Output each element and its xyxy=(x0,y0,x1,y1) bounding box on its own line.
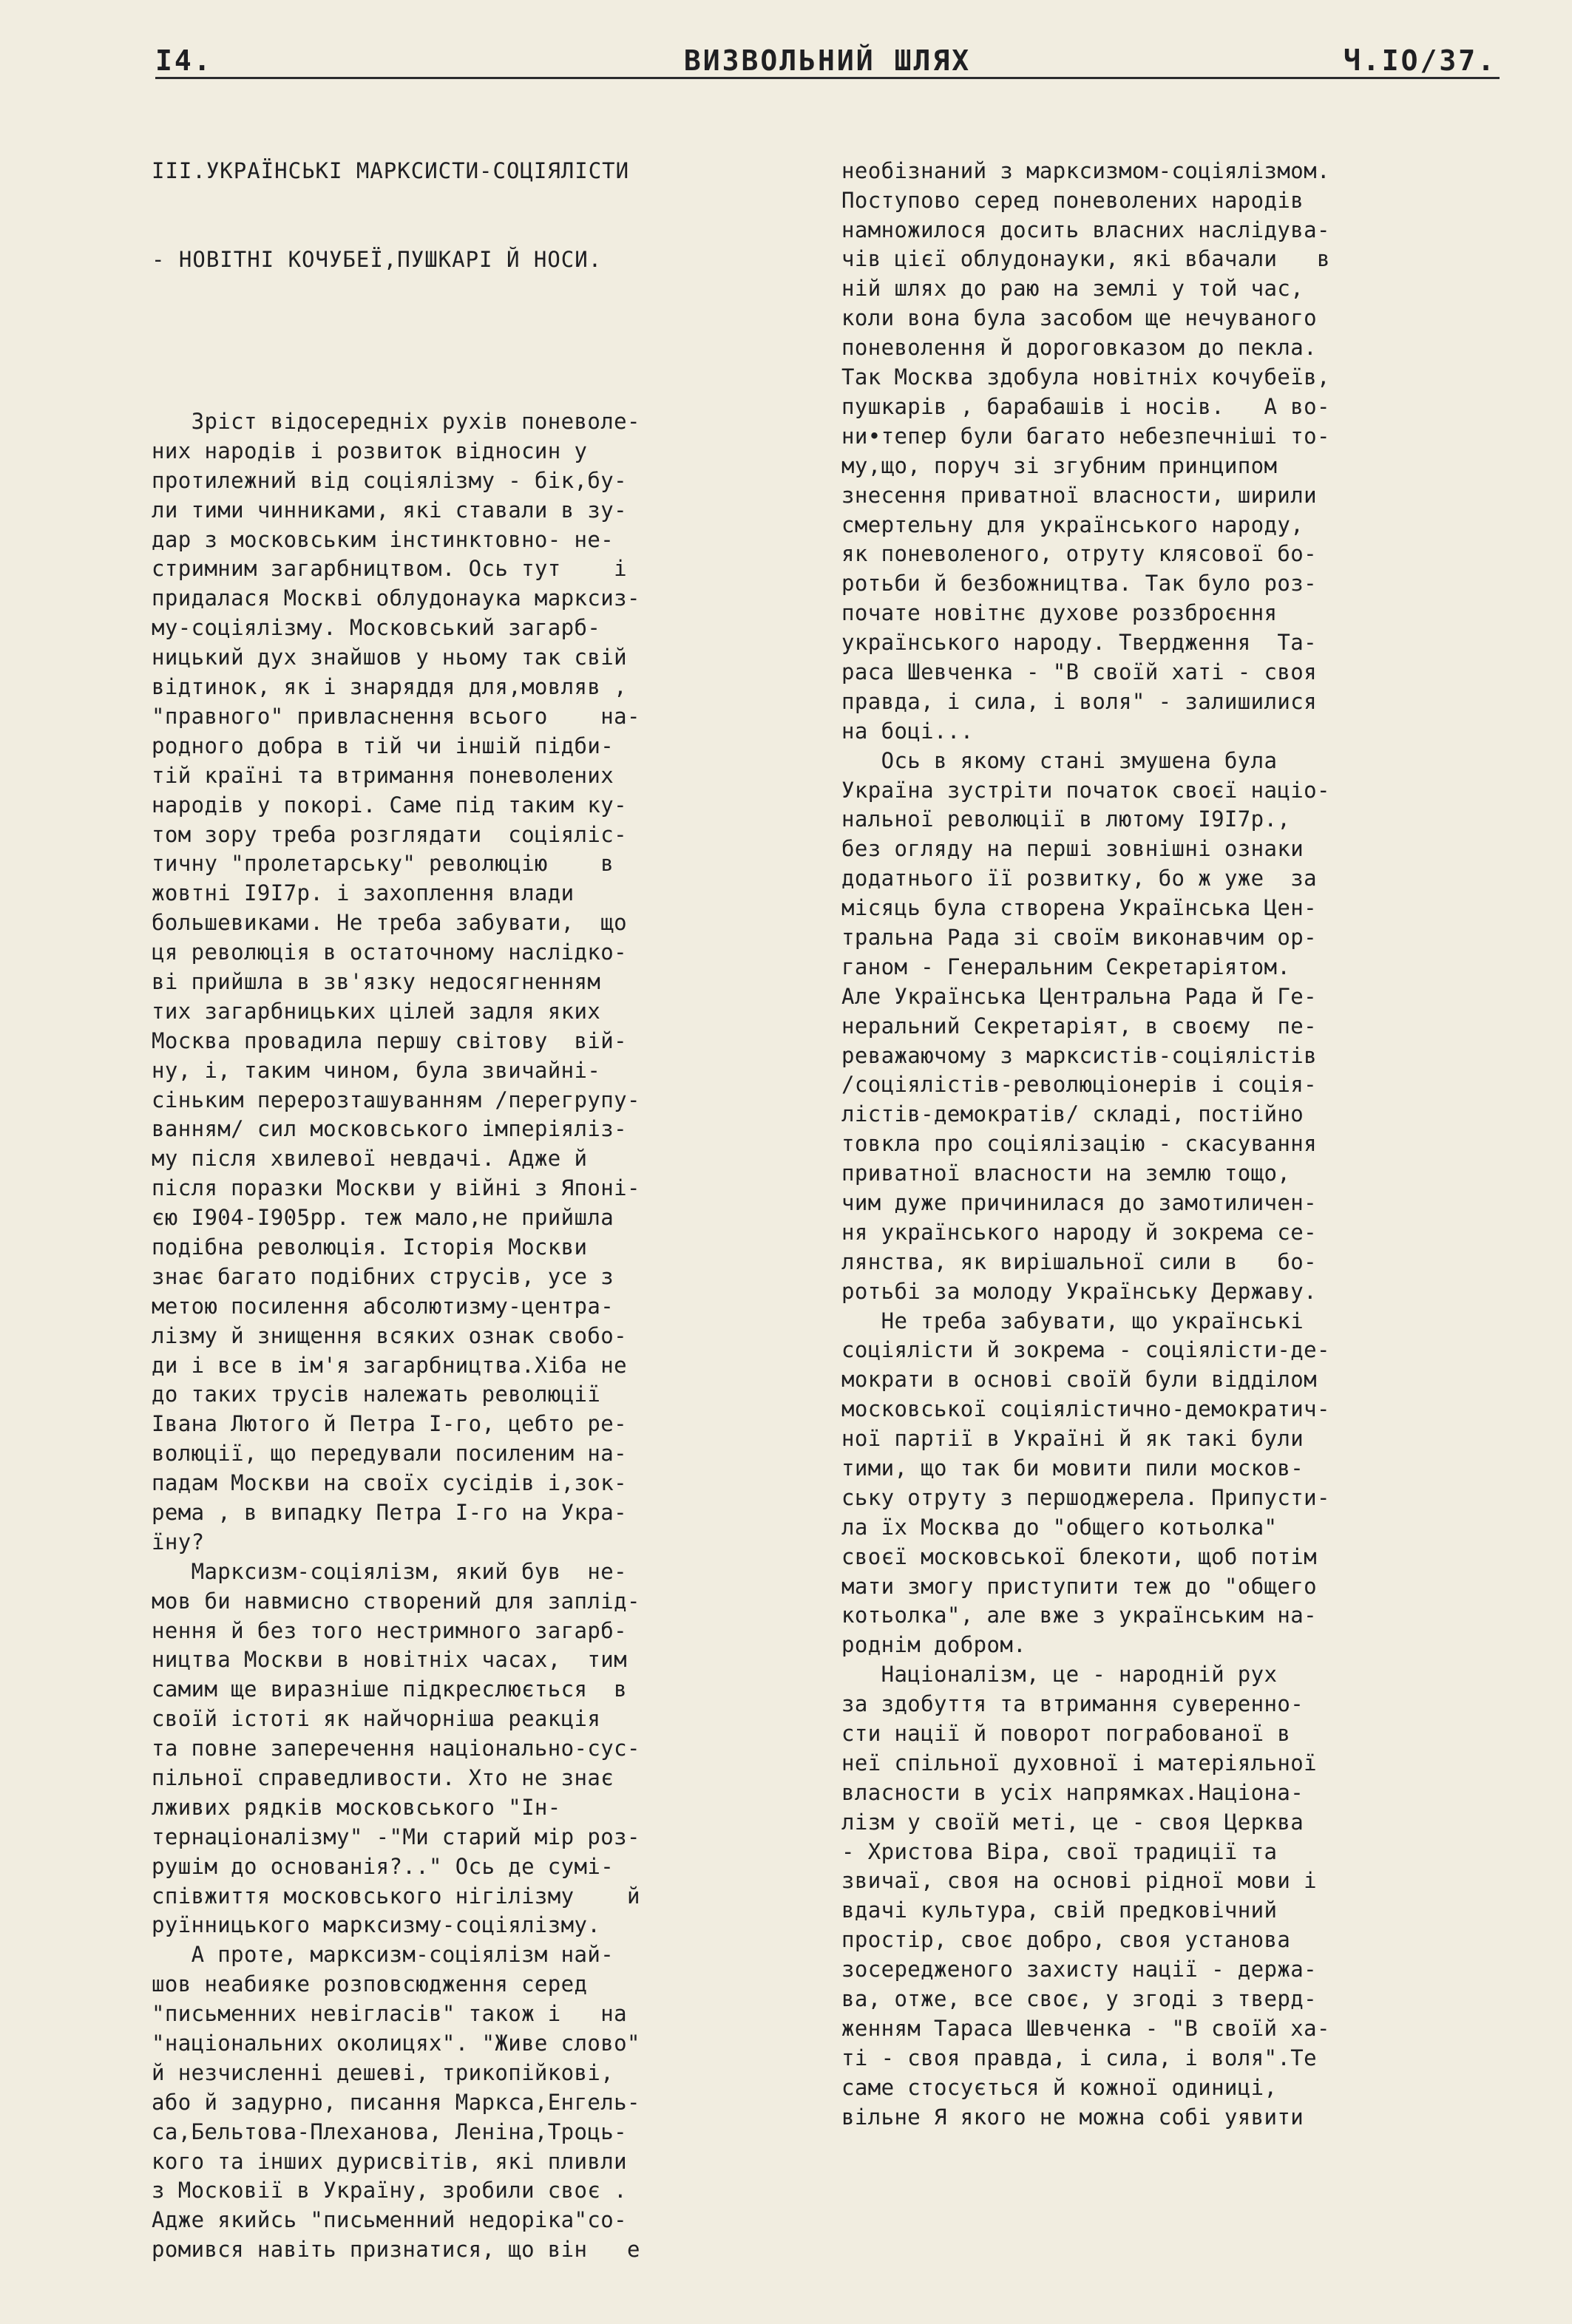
text-line: неральний Секретаріят, в своєму пе- xyxy=(841,1013,1317,1039)
text-line: му-соціялізму. Московський загарб- xyxy=(152,615,601,641)
text-line: нальної революції в лютому I9I7р., xyxy=(841,806,1291,832)
text-line: ної партії в Україні й як такі були xyxy=(841,1426,1304,1452)
text-line: й незчисленні дешеві, трикопійкові, xyxy=(152,2059,614,2085)
text-line: Ось в якому стані змушена була xyxy=(841,747,1278,773)
text-line: лізм у своїй меті, це - своя Церква xyxy=(841,1809,1304,1835)
page-number: I4. xyxy=(155,44,213,77)
text-line: Так Москва здобула новітніх кочубеїв, xyxy=(841,364,1330,390)
text-line: приватної власности на землю тощо, xyxy=(841,1161,1291,1186)
text-line: смертельну для українського народу, xyxy=(841,512,1304,537)
text-line: дар з московським інстинктовно- не- xyxy=(152,526,614,552)
text-line: з Московії в Україну, зробили своє . xyxy=(152,2178,627,2204)
text-line: руїнницького марксизму-соціялізму. xyxy=(152,1912,601,1938)
text-line: нення й без того нестримного загарб- xyxy=(152,1617,627,1643)
text-line: після поразки Москви у війні з Японі- xyxy=(152,1175,640,1201)
text-line: ва, отже, все своє, у згоді з тверд- xyxy=(841,1986,1317,2012)
text-line: ромився навіть признатися, що він е xyxy=(152,2237,640,2263)
text-line: ротьбі за молоду Українську Державу. xyxy=(841,1278,1317,1304)
text-line: чим дуже причинилася до замотиличен- xyxy=(841,1189,1317,1215)
text-line: до таких трусів належать революції xyxy=(152,1382,601,1407)
text-line: сти нації й поворот пограбованої в xyxy=(841,1721,1291,1747)
text-line: реважаючому з марксистів-соціялістів xyxy=(841,1042,1317,1068)
text-line: Націоналізм, це - народній рух xyxy=(841,1662,1278,1688)
text-line: котьолка", але вже з українським на- xyxy=(841,1603,1317,1628)
text-line: власности в усіх напрямках.Націона- xyxy=(841,1779,1304,1805)
issue-number: Ч.IO/37. xyxy=(1343,44,1497,77)
text-line: падам Москви на своїх сусідів і,зок- xyxy=(152,1470,627,1496)
text-line: на боці... xyxy=(841,718,974,744)
text-line: саме стосується й кожної одиниці, xyxy=(841,2074,1278,2100)
text-line: ську отруту з першоджерела. Припусти- xyxy=(841,1484,1330,1510)
text-line: неї спільної духовної і матеріяльної xyxy=(841,1750,1317,1776)
text-line: ротьби й безбожництва. Так було роз- xyxy=(841,571,1317,597)
text-line: роднім добром. xyxy=(841,1632,1027,1658)
text-line: та повне заперечення національно-сус- xyxy=(152,1736,640,1761)
text-line: придалася Москві облудонаука марксиз- xyxy=(152,585,640,611)
text-line: народів у покорі. Саме під таким ку- xyxy=(152,792,627,818)
text-line: московської соціялістично-демократич- xyxy=(841,1396,1330,1422)
text-line: ня українського народу й зокрема се- xyxy=(841,1219,1317,1245)
text-line: ця революція в остаточному наслідко- xyxy=(152,940,627,965)
text-line: тральна Рада зі своїм виконавчим ор- xyxy=(841,924,1317,950)
text-line: женням Тараса Шевченка - "В своїй ха- xyxy=(841,2015,1330,2041)
text-line: му,що, поруч зі згубним принципом xyxy=(841,452,1278,478)
journal-title: ВИЗВОЛЬНИЙ ШЛЯХ xyxy=(683,44,972,77)
text-line: відтинок, як і знаряддя для,мовляв , xyxy=(152,674,627,700)
text-line: співжиття московського нігілізму й xyxy=(152,1883,640,1909)
left-column-body xyxy=(152,407,817,2265)
text-line: ній шлях до раю на землі у той час, xyxy=(841,276,1304,302)
text-line: або й задурно, писання Маркса,Енгель- xyxy=(152,2089,640,2115)
text-line: почате новітнє духове роззброєння xyxy=(841,600,1278,626)
text-line: тих загарбницьких цілей задля яких xyxy=(152,998,601,1024)
text-line: большевиками. Не треба забувати, що xyxy=(152,910,627,936)
text-line: без огляду на перші зовнішні ознаки xyxy=(841,836,1304,862)
text-line: Зріст відосередніх рухів поневоле- xyxy=(152,409,640,435)
text-line: том зору треба розглядати соціяліс- xyxy=(152,821,627,847)
text-line: вдачі культура, свій предковічний xyxy=(841,1897,1278,1923)
text-line: них народів і розвиток відносин у xyxy=(152,438,588,463)
text-line: самим ще виразніше підкреслюється в xyxy=(152,1676,627,1702)
text-line: лживих рядків московського "Ін- xyxy=(152,1794,561,1820)
text-line: Москва провадила першу світову вій- xyxy=(152,1027,627,1053)
text-line: - Христова Віра, свої традиції та xyxy=(841,1838,1278,1864)
text-line: са,Бельтова-Плеханова, Леніна,Троць- xyxy=(152,2119,627,2144)
text-line: коли вона була засобом ще нечуваного xyxy=(841,305,1317,331)
text-line: родного добра в тій чи іншій підби- xyxy=(152,733,614,758)
text-line: рема , в випадку Петра I-го на Укра- xyxy=(152,1499,627,1525)
text-line: Але Українська Центральна Рада й Ге- xyxy=(841,983,1317,1009)
text-line: "письменних невігласів" також і на xyxy=(152,2001,627,2027)
text-line: Адже якийсь "письменний недоріка"со- xyxy=(152,2207,627,2233)
text-line: за здобуття та втримання суверенно- xyxy=(841,1691,1304,1717)
text-line: тими, що так би мовити пили москов- xyxy=(841,1455,1304,1481)
text-line: шов неабияке розповсюдження серед xyxy=(152,1971,588,1997)
text-line: зосередженого захисту нації - держа- xyxy=(841,1957,1317,1982)
text-line: ди і все в ім'я загарбництва.Хіба не xyxy=(152,1352,627,1378)
text-line: кого та інших дурисвітів, які пливли xyxy=(152,2148,627,2174)
text-line: ну, і, таким чином, була звичайні- xyxy=(152,1057,601,1083)
section-title-line: - НОВІТНІ КОЧУБЕЇ,ПУШКАРІ Й НОСИ. xyxy=(152,246,603,272)
text-line: Марксизм-соціялізм, який був не- xyxy=(152,1558,627,1584)
text-line: лістів-демократів/ складі, постійно xyxy=(841,1101,1304,1127)
text-line: своєї московської блекоти, щоб потім xyxy=(841,1543,1317,1569)
text-line: як поневоленого, отруту клясової бо- xyxy=(841,541,1317,567)
text-line: стримним загарбництвом. Ось тут і xyxy=(152,556,627,582)
text-line: протилежний від соціялізму - бік,бу- xyxy=(152,467,627,493)
text-line: метою посилення абсолютизму-центра- xyxy=(152,1293,614,1319)
text-line: Не треба забувати, що українські xyxy=(841,1308,1304,1333)
text-line: тій країні та втримання поневолених xyxy=(152,762,614,788)
text-line: поневолення й дороговказом до пекла. xyxy=(841,335,1317,361)
text-line: А проте, марксизм-соціялізм най- xyxy=(152,1942,614,1968)
text-line: пільної справедливости. Хто не знає xyxy=(152,1765,614,1790)
text-line: намножилося досить власних наслідува- xyxy=(841,217,1330,242)
text-line: єю I904-I905рр. теж мало,не прийшла xyxy=(152,1205,614,1231)
right-column xyxy=(841,98,1507,2191)
text-line: Івана Лютого й Петра I-го, цебто ре- xyxy=(152,1411,627,1437)
text-line: соціялісти й зокрема - соціялісти-де- xyxy=(841,1337,1330,1363)
text-line: правда, і сила, і воля" - залишилися xyxy=(841,688,1317,714)
text-line: сіньким перерозташуванням /перегрупу- xyxy=(152,1087,640,1112)
text-line: місяць була створена Українська Цен- xyxy=(841,895,1317,921)
section-title-line: III.УКРАЇНСЬКІ МАРКСИСТИ-СОЦІЯЛІСТИ xyxy=(152,157,630,183)
text-line: ницький дух знайшов у ньому так свій xyxy=(152,645,627,670)
text-line: жовтні I9I7р. і захоплення влади xyxy=(152,880,575,906)
text-line: своїй істоті як найчорніша реакція xyxy=(152,1706,601,1732)
text-line: мати змогу приступити теж до "общего xyxy=(841,1573,1317,1599)
text-line: волюції, що передували посиленим на- xyxy=(152,1441,627,1467)
text-line: простір, своє добро, своя установа xyxy=(841,1927,1291,1953)
text-line: лізму й знищення всяких ознак свобо- xyxy=(152,1322,627,1348)
text-line: лянства, як вирішальної сили в бо- xyxy=(841,1248,1317,1274)
text-line: ті - своя правда, і сила, і воля".Те xyxy=(841,2045,1317,2070)
text-line: му після хвилевої невдачі. Адже й xyxy=(152,1146,588,1172)
text-line: чів цієї облудонауки, які вбачали в xyxy=(841,246,1330,272)
text-line: тичну "пролетарську" революцію в xyxy=(152,851,614,877)
text-line: ві прийшла в зв'язку недосягненням xyxy=(152,968,601,994)
text-line: українського народу. Твердження Та- xyxy=(841,630,1317,656)
text-line: пушкарів , барабашів і носів. А во- xyxy=(841,393,1330,419)
text-line: ганом - Генеральним Секретаріятом. xyxy=(841,954,1291,979)
running-header xyxy=(155,43,1500,79)
text-line: їну? xyxy=(152,1529,205,1555)
text-line: ли тими чинниками, які ставали в зу- xyxy=(152,497,627,523)
text-line: рушім до основанія?.." Ось де сумі- xyxy=(152,1853,614,1879)
text-line: знесення приватної власности, ширили xyxy=(841,482,1317,508)
text-line: подібна революція. Історія Москви xyxy=(152,1234,588,1260)
text-line: мократи в основі своїй були віддiлом xyxy=(841,1367,1317,1393)
text-line: Україна зустріти початок своєї націо- xyxy=(841,777,1330,803)
text-line: Поступово серед поневолених народів xyxy=(841,187,1304,213)
text-line: "правного" привласнення всього на- xyxy=(152,703,640,729)
text-line: /соціялістів-революціонерів і соція- xyxy=(841,1072,1317,1098)
left-column xyxy=(152,98,817,2324)
text-line: ництва Москви в новітніх часах, тим xyxy=(152,1647,627,1673)
text-line: товкла про соціялізацію - скасування xyxy=(841,1131,1317,1157)
text-line: раса Шевченка - "В своїй хаті - своя xyxy=(841,659,1317,684)
text-line: вільне Я якого не можна собі уявити xyxy=(841,2104,1304,2130)
text-line: "національних околицях". "Живе слово" xyxy=(152,2031,640,2056)
text-line: додатнього її розвитку, бо ж уже за xyxy=(841,866,1317,891)
text-line: ни•тепер були багато небезпечніші то- xyxy=(841,423,1330,449)
right-column-body xyxy=(841,157,1507,2133)
text-line: тернаціоналізму" -"Ми старий мір роз- xyxy=(152,1824,640,1849)
text-line: необізнаний з марксизмом-соціялізмом. xyxy=(841,157,1330,183)
text-line: мов би навмисно створений для заплід- xyxy=(152,1588,640,1614)
text-line: знає багато подібних струсів, усе з xyxy=(152,1263,614,1289)
text-line: ванням/ сил московського імперіяліз- xyxy=(152,1116,627,1142)
text-line: ла їх Москва до "общего котьолка" xyxy=(841,1514,1278,1540)
text-line: звичаї, своя на основі рідної мови і xyxy=(841,1868,1317,1894)
